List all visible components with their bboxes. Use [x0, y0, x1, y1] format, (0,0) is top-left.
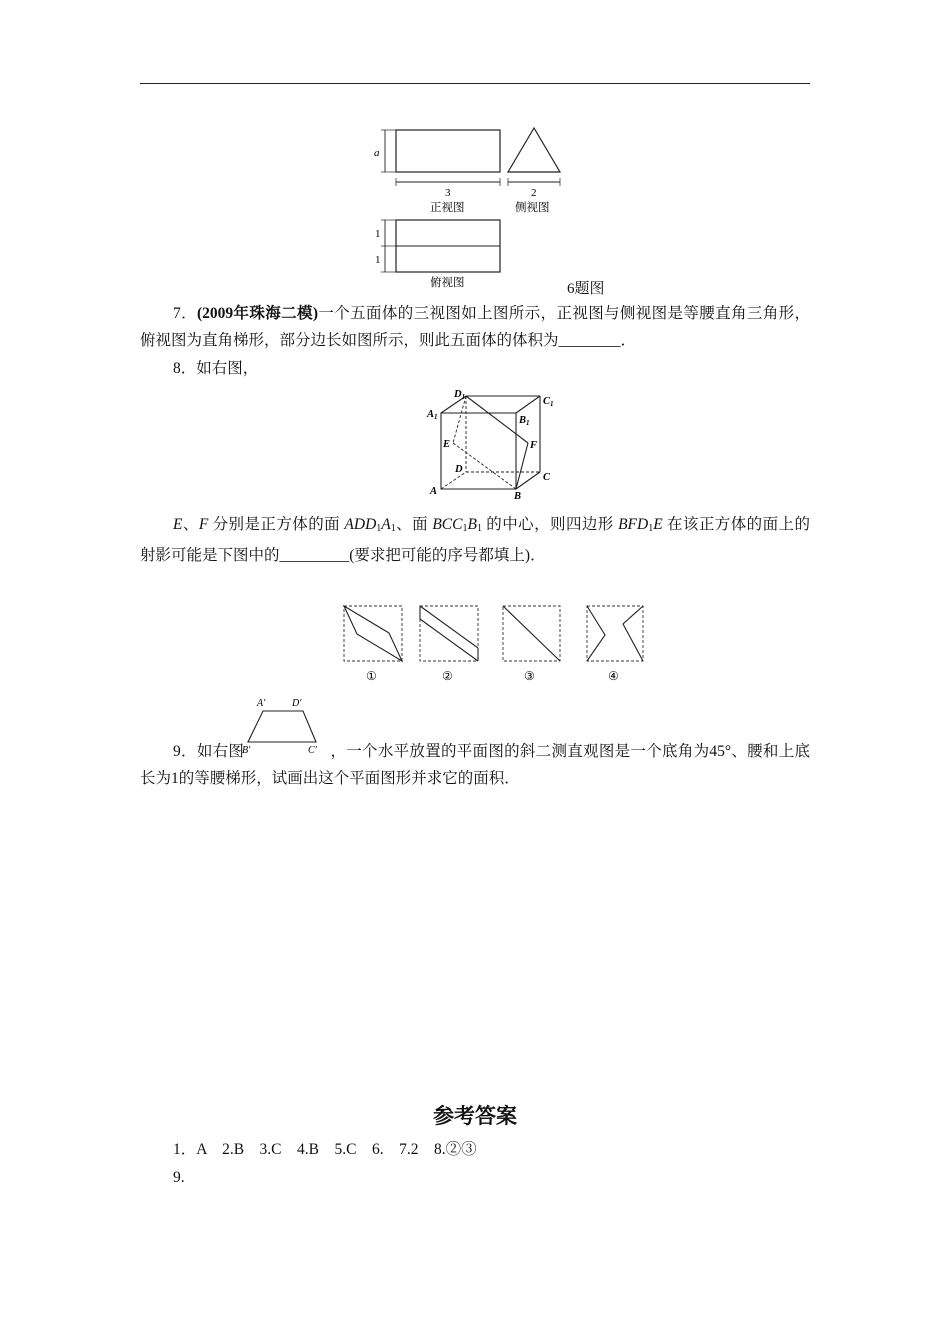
dim-2-label: 2 — [531, 187, 537, 199]
q8-add: ADD — [344, 516, 377, 533]
q7-number: 7． — [173, 305, 197, 322]
q7-source: (2009年珠海二模) — [197, 305, 319, 322]
option-3-diagram — [503, 606, 560, 661]
q8-s3: 1 — [462, 523, 468, 534]
cube-label-C1: C1 — [543, 396, 554, 408]
option-2-diagram — [420, 606, 478, 661]
q8-e: E — [173, 516, 183, 533]
q8-t1: 分别是正方体的面 — [208, 516, 345, 533]
q8-s4: 1 — [476, 523, 482, 534]
top-view-label: 俯视图 — [430, 277, 465, 289]
cube-front-face — [441, 413, 516, 489]
q9-label-c: C′ — [308, 745, 317, 756]
question-8-text — [140, 511, 810, 569]
question-7 — [140, 300, 810, 354]
q8-bfd: BFD — [618, 516, 649, 533]
option-4-diagram — [587, 606, 643, 661]
q8-s2: 1 — [390, 523, 396, 534]
dim-3-label: 3 — [445, 187, 451, 199]
q8-a: A — [381, 516, 391, 533]
option-1-label: ① — [366, 669, 377, 683]
cube-label-B1: B1 — [519, 415, 530, 427]
cube-label-A: A — [430, 486, 438, 497]
q9-label-a: A′ — [257, 698, 266, 709]
option-3-label: ③ — [524, 669, 535, 683]
q8-f: F — [198, 516, 209, 533]
q6-three-view-figure — [366, 120, 626, 300]
q8-s5: 1 — [648, 523, 654, 534]
q8-cube-figure — [424, 388, 564, 503]
q8-options-figure — [340, 600, 652, 688]
q8-s1: 1 — [376, 523, 382, 534]
header-rule — [140, 83, 810, 84]
q8-t2: 、面 — [395, 516, 433, 533]
q9-label-b: B′ — [242, 745, 251, 756]
q8-bcc: BCC — [432, 516, 463, 533]
cube-label-D: D — [455, 464, 463, 475]
cube-label-E: E — [443, 439, 451, 450]
q7-text: 一个五面体的三视图如上图所示，正视图与侧视图是等腰直角三角形，俯视图为直角梯形，部分边长如图所示，则此五面体的体积为________． — [140, 305, 810, 349]
answers-line-1: 1．A 2.B 3.C 4.B 5.C 6. 7.2 8.②③ — [173, 1141, 477, 1158]
front-view-rect — [396, 130, 500, 172]
option-2-label: ② — [442, 669, 453, 683]
cube-label-B: B — [514, 491, 522, 502]
dim-a-label: a — [374, 147, 380, 159]
q8-t4: 在该正方体的面上的射影可能是下图中的_________(要求把可能的序号都填上)． — [140, 516, 810, 564]
side-view-label: 侧视图 — [515, 202, 550, 214]
q8-e2: E — [653, 516, 663, 533]
q9-text-a: 9．如右图 — [173, 743, 245, 760]
dim-1b-label: 1 — [375, 254, 381, 266]
dim-1a-label: 1 — [375, 228, 381, 240]
question-9-line — [140, 738, 810, 792]
q6-caption: 6题图 — [567, 281, 605, 297]
option-1-diagram — [344, 606, 402, 661]
side-view-triangle — [508, 128, 560, 172]
answers-line-2: 9. — [173, 1169, 185, 1186]
q8-t3: 的中心，则四边形 — [481, 516, 619, 533]
cube-label-F: F — [530, 440, 538, 451]
q8-sep: 、 — [182, 516, 199, 533]
q9-label-d: D′ — [292, 698, 302, 709]
front-view-label: 正视图 — [430, 202, 465, 214]
cube-label-D1: D1 — [454, 389, 466, 401]
cube-label-A1: A1 — [427, 409, 438, 421]
q9-text-b: ，一个水平放置的平面图的斜二测直观图是一个底角为45°、腰和上底长为1的等腰梯形，试画出这个平面图形并求它的面积． — [140, 743, 810, 787]
cube-label-C: C — [543, 472, 551, 483]
answers-title: 参考答案 — [433, 1104, 517, 1128]
q8-b: B — [467, 516, 477, 533]
option-4-label: ④ — [608, 669, 619, 683]
question-8-intro: 8．如右图， — [173, 360, 259, 377]
